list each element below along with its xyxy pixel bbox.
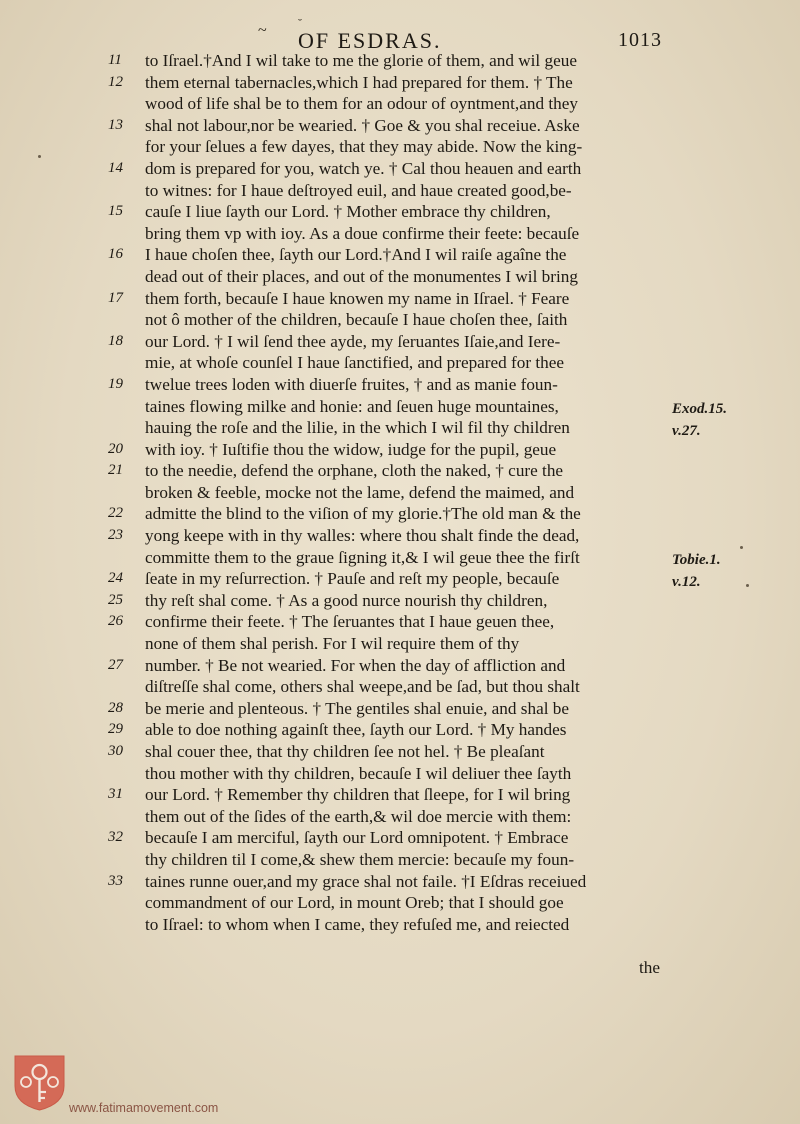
- text-line: [108, 763, 668, 785]
- text-line: [108, 698, 668, 720]
- running-title: OF ESDRAS.: [298, 28, 442, 53]
- text-line: [108, 568, 668, 590]
- text-line: [108, 158, 668, 180]
- line-text: able to doe nothing againſt thee, ſayth our Lord. † My handes: [145, 720, 567, 740]
- line-text: to witnes: for I haue deſtroyed euil, and haue created good,be-: [145, 180, 572, 200]
- catchword: the: [639, 957, 660, 977]
- text-line: [108, 417, 668, 439]
- line-text: cauſe I liue ſayth our Lord. † Mother embrace thy children,: [145, 202, 551, 222]
- text-line: [108, 871, 668, 893]
- line-text: confirme their feete. † The ſeruantes that I haue geuen thee,: [145, 612, 555, 632]
- text-line: [108, 590, 668, 612]
- verse-number: 27: [108, 656, 123, 673]
- line-text: be merie and plenteous. † The gentiles shal enuie, and shal be: [145, 698, 569, 718]
- verse-number: 23: [108, 527, 123, 544]
- verse-number: 22: [108, 505, 123, 522]
- line-text: number. † Be not wearied. For when the day of affliction and: [145, 655, 566, 675]
- line-text: shal couer thee, that thy children ſee not hel. † Be pleaſant: [145, 742, 545, 761]
- line-text: to the needie, defend the orphane, cloth the naked, † cure the: [145, 461, 564, 481]
- text-line: [108, 93, 668, 115]
- text-line: [108, 849, 668, 871]
- line-text: I haue choſen thee, ſayth our Lord.†And I wil raiſe agaîne the: [145, 245, 567, 265]
- verse-number: 14: [108, 159, 123, 176]
- line-text: diſtreſſe shal come, others shal weepe,and be ſad, but thou shalt: [145, 677, 580, 697]
- verse-number: 11: [108, 52, 122, 68]
- line-text: hauing the roſe and the lilie, in the which I wil fil thy children: [145, 418, 570, 438]
- line-text: becauſe I am merciful, ſayth our Lord omnipotent. † Embrace: [145, 828, 569, 848]
- text-line: [108, 180, 668, 202]
- text-line: [108, 547, 668, 569]
- paper-speck: [740, 546, 743, 549]
- line-text: wood of life shal be to them for an odour of oyntment,and they: [145, 94, 578, 114]
- line-text: broken & feeble, mocke not the lame, defend the maimed, and: [145, 482, 575, 502]
- text-line: [108, 331, 668, 353]
- text-line: [108, 244, 668, 266]
- text-line: [108, 266, 668, 288]
- paper-speck: [38, 155, 41, 158]
- text-line: [108, 503, 668, 525]
- catchword-line: [108, 957, 668, 979]
- verse-number: 12: [108, 73, 123, 90]
- ink-mark: ~: [258, 22, 267, 39]
- marginal-note: Exod.15.: [672, 401, 728, 417]
- text-line: [108, 223, 668, 245]
- line-text: dom is prepared for you, watch ye. † Cal thou heauen and earth: [145, 158, 582, 178]
- text-line: [108, 460, 668, 482]
- line-text: commandment of our Lord, in mount Oreb; that I should goe: [145, 893, 564, 913]
- line-text: thou mother with thy children, becauſe I wil deliuer thee ſayth: [145, 763, 572, 783]
- text-line: [108, 655, 668, 677]
- ink-mark: ˘: [298, 16, 302, 30]
- verse-number: 29: [108, 721, 123, 738]
- text-line: [108, 288, 668, 310]
- text-line: [108, 309, 668, 331]
- line-text: admitte the blind to the viſion of my glorie.†The old man & the: [145, 504, 581, 524]
- verse-number: 32: [108, 829, 123, 846]
- line-text: thy children til I come,& shew them mercie: becauſe my foun-: [145, 849, 575, 869]
- verse-number: 25: [108, 591, 123, 608]
- verse-number: 24: [108, 570, 123, 587]
- text-line: [108, 374, 668, 396]
- line-text: taines flowing milke and honie: and ſeuen huge mountaines,: [145, 396, 559, 416]
- text-line: [108, 935, 668, 957]
- line-text: none of them shal perish. For I wil require them of thy: [145, 634, 520, 654]
- line-text: taines runne ouer,and my grace shal not faile. †I Eſdras receiued: [145, 871, 587, 891]
- text-line: [108, 914, 668, 936]
- text-line: [108, 396, 668, 418]
- text-line: [108, 115, 668, 137]
- text-line: [108, 352, 668, 374]
- page-number: 1013: [618, 29, 662, 51]
- verse-number: 17: [108, 289, 123, 306]
- line-text: twelue trees loden with diuerſe fruites, † and as manie foun-: [145, 374, 558, 394]
- line-text: ſeate in my reſurrection. † Pauſe and reſt my people, becauſe: [145, 569, 560, 589]
- line-text: our Lord. † Remember thy children that ſleepe, for I wil bring: [145, 785, 571, 805]
- line-text: shal not labour,nor be wearied. † Goe & you shal receiue. Aske: [145, 115, 580, 135]
- line-text: them forth, becauſe I haue knowen my name in Iſrael. † Feare: [145, 288, 570, 308]
- text-line: [108, 136, 668, 158]
- text-line: [108, 72, 668, 94]
- verse-number: 30: [108, 743, 123, 759]
- line-text: them out of the ſides of the earth,& wil doe mercie with them:: [145, 806, 572, 826]
- verse-number: 28: [108, 699, 123, 716]
- line-text: to Iſrael.†And I wil take to me the glorie of them, and wil geue: [145, 51, 577, 70]
- marginal-note: v.12.: [672, 574, 701, 590]
- line-text: for your ſelues a few dayes, that they may abide. Now the king-: [145, 137, 583, 157]
- verse-number: 19: [108, 375, 123, 392]
- line-text: to Iſrael: to whom when I came, they refuſed me, and reiected: [145, 914, 570, 934]
- verse-number: 26: [108, 613, 123, 630]
- line-text: committe them to the graue ſigning it,& I wil geue thee the firſt: [145, 547, 580, 567]
- line-text: with ioy. † Iuſtifie thou the widow, iudge for the pupil, geue: [145, 439, 557, 459]
- website-url: www.fatimamovement.com: [69, 1101, 219, 1115]
- text-line: [108, 439, 668, 461]
- verse-number: 13: [108, 116, 123, 133]
- text-line: [108, 806, 668, 828]
- text-line: [108, 827, 668, 849]
- text-line: [108, 482, 668, 504]
- line-text: yong keepe with in thy walles: where thou shalt finde the dead,: [145, 526, 580, 546]
- text-line: [108, 633, 668, 655]
- verse-number: 33: [108, 872, 123, 889]
- text-line: [108, 892, 668, 914]
- text-line: [108, 611, 668, 633]
- verse-number: 20: [108, 440, 123, 457]
- text-line: [108, 784, 668, 806]
- marginal-note: v.27.: [672, 423, 701, 439]
- verse-number: 21: [108, 462, 123, 479]
- text-line: [108, 719, 668, 741]
- text-line: [108, 525, 668, 547]
- line-text: mie, at whoſe counſel I haue ſanctified, and prepared for thee: [145, 353, 564, 373]
- verse-number: 18: [108, 332, 123, 349]
- line-text: them eternal tabernacles,which I had prepared for them. † The: [145, 72, 573, 92]
- marginal-note: Tobie.1.: [672, 552, 721, 568]
- line-text: thy reſt shal come. † As a good nurce nourish thy children,: [145, 590, 548, 610]
- verse-number: 15: [108, 203, 123, 220]
- text-line: [108, 741, 668, 763]
- line-text: dead out of their places, and out of the monumentes I wil bring: [145, 266, 578, 286]
- line-text: our Lord. † I wil ſend thee ayde, my ſeruantes Iſaie,and Iere-: [145, 331, 561, 351]
- line-text: not ô mother of the children, becauſe I haue choſen thee, ſaith: [145, 310, 568, 330]
- text-line: [108, 201, 668, 223]
- text-line: [108, 676, 668, 698]
- text-line: [108, 50, 668, 72]
- line-text: bring them vp with ioy. As a doue confirme their feete: becauſe: [145, 223, 580, 243]
- paper-speck: [746, 584, 749, 587]
- verse-number: 16: [108, 246, 123, 263]
- verse-number: 31: [108, 786, 123, 803]
- text-block: [108, 50, 668, 979]
- fatima-movement-logo: [12, 1052, 67, 1112]
